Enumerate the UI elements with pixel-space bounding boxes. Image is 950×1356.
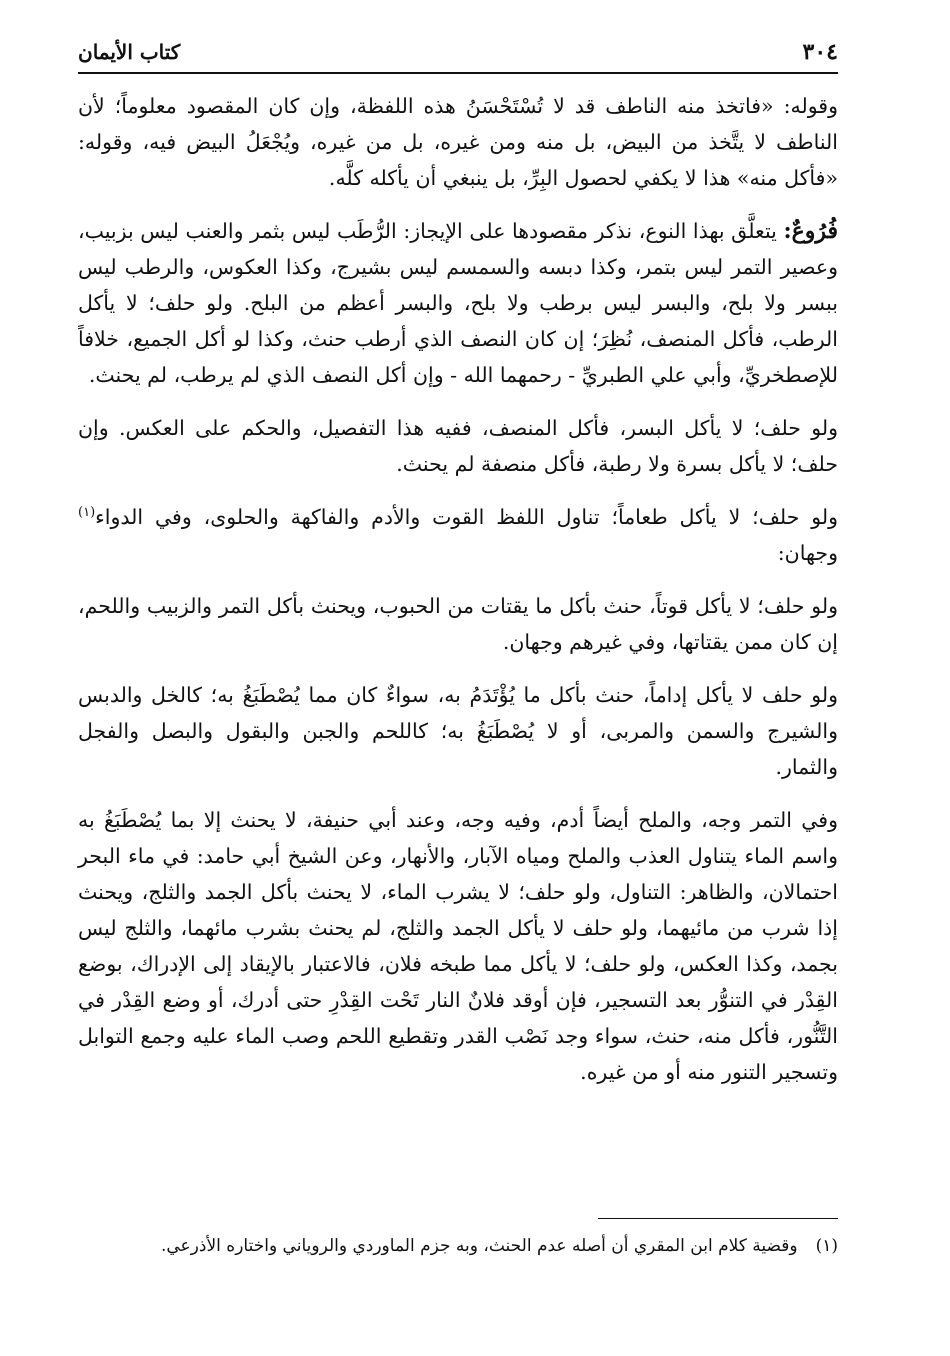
- footnote-text: وقضية كلام ابن المقري أن أصله عدم الحنث، وبه جزم الماوردي والروياني واختاره الأذرعي.: [160, 1236, 798, 1256]
- footnote-reference[interactable]: (١): [78, 505, 96, 521]
- paragraph-text: وفي التمر وجه، والملح أيضاً أدم، وفيه وجه، وعند أبي حنيفة، لا يحنث إلا بما يُصْطَبَغُ به واسم الماء يتناول العذب والملح ومياه الآبار، والأنهار، وعن الشيخ أبي حامد: في ماء البحر احتمالان، والظاهر: التناول، ولو حلف؛ لا يشرب الماء، لا يحنث بأكل الجمد والثلج، ويحنث إذا شرب من مائيهما، ولو حلف لا يأكل الجمد والثلج، لم يحنث بشرب مائهما، والثلج ليس بجمد، وكذا العكس، ولو حلف؛ لا يأكل مما طبخه فلان، فالاعتبار بالإيقاد إلى الإدراك، بوضع القِدْر في التنوُّر بعد التسجير، فإن أوقد فلانٌ النار تَحْت القِدْرِ حتى أدرك، أو وضع القِدْر في التَّنُّور، فأكل منه، حنث، سواء وجد نَصْب القدر وتقطيع اللحم وصب الماء عليه وجمع التوابل وتسجير التنور منه أو من غيره.: [78, 808, 838, 1084]
- book-title: كتاب الأيمان: [78, 40, 181, 64]
- paragraph-text: ولو حلف؛ لا يأكل طعاماً؛ تناول اللفظ القوت والأدم والفاكهة والحلوى، وفي الدواء: [95, 505, 838, 529]
- footnote-divider: [598, 1218, 838, 1219]
- running-head: [78, 36, 838, 74]
- book-page: [78, 36, 838, 1326]
- section-lead: فُرُوعٌ:: [783, 218, 838, 244]
- paragraph-text: وقوله: «فاتخذ منه الناطف قد لا تُسْتَحْسَنُ هذه اللفظة، وإن كان المقصود معلوماً؛ لأن الناطف لا يتَّخذ من البيض، بل منه ومن غيره، بل من غيره، ويُجْعَلُ البيض فيه، وقوله: «فأكل منه» هذا لا يكفي لحصول البِرِّ، بل ينبغي أن يأكله كلَّه.: [78, 94, 838, 190]
- paragraph-2: [78, 213, 838, 393]
- paragraph-1: [78, 88, 838, 196]
- footnote: [78, 1232, 838, 1260]
- paragraph-text: يتعلَّق بهذا النوع، نذكر مقصودها على الإيجاز: الرُّطَب ليس بثمر والعنب ليس بزبيب، وعصير التمر ليس بتمر، وكذا دبسه والسمسم ليس بشيرج، وكذا العكوس، والرطب ليس ببسر ولا بلح، والبسر ليس برطب ولا بلح، والبسر أعظم من البلح. ولو حلف؛ لا يأكل الرطب، فأكل المنصف، نُظِرَ؛ إن كان النصف الذي أرطب حنث، وكذا لو أكل الجميع، خلافاً للإصطخريِّ، وأبي علي الطبريِّ - رحمهما الله - وإن أكل النصف الذي لم يرطب، لم يحنث.: [78, 219, 838, 387]
- paragraph-text: ولو حلف لا يأكل إداماً، حنث بأكل ما يُؤْتَدَمُ به، سواءٌ كان مما يُصْطَبَغُ به؛ كالخل والدبس والشيرج والسمن والمربى، أو لا يُصْطَبَغُ به؛ كاللحم والجبن والبقول والبصل والفجل والثمار.: [78, 683, 838, 779]
- paragraph-3: [78, 410, 838, 482]
- paragraph-7: [78, 802, 838, 1090]
- paragraph-6: [78, 677, 838, 785]
- page-body: [78, 88, 838, 1090]
- page-number: ٣٠٤: [802, 39, 838, 65]
- paragraph-5: [78, 588, 838, 660]
- paragraph-text: ولو حلف؛ لا يأكل البسر، فأكل المنصف، ففيه هذا التفصيل، والحكم على العكس. وإن حلف؛ لا يأكل بسرة ولا رطبة، فأكل منصفة لم يحنث.: [78, 416, 838, 476]
- paragraph-text-after: وجهان:: [777, 541, 838, 565]
- footnote-number: (١): [815, 1236, 838, 1256]
- paragraph-4: [78, 499, 838, 571]
- paragraph-text: ولو حلف؛ لا يأكل قوتاً، حنث بأكل ما يقتات من الحبوب، ويحنث بأكل التمر والزبيب واللحم، إن كان ممن يقتاتها، وفي غيرهم وجهان.: [78, 594, 838, 654]
